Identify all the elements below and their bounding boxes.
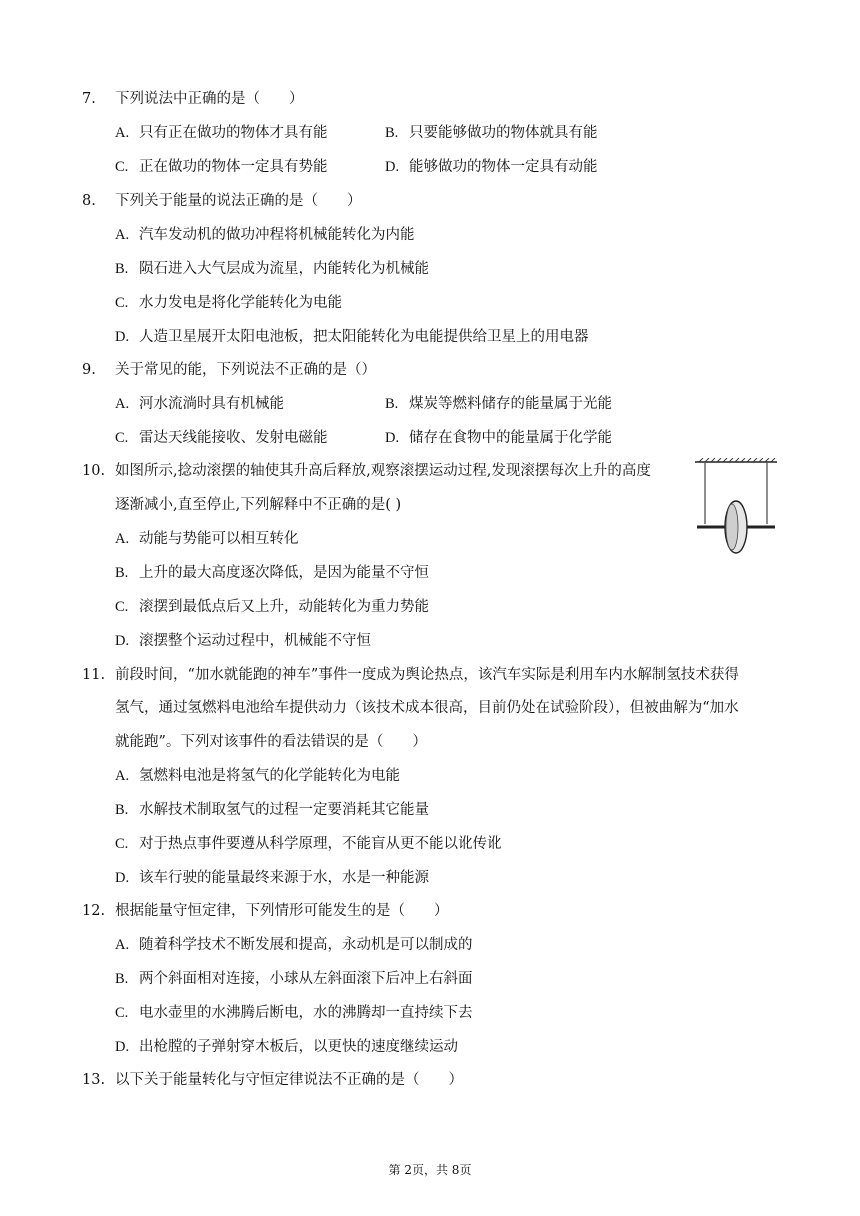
option-letter: B.	[385, 396, 399, 412]
option-text: 陨石进入大气层成为流星，内能转化为机械能	[139, 261, 429, 277]
question-number: 13.	[82, 1072, 106, 1088]
option-text: 河水流淌时具有机械能	[139, 396, 284, 412]
option-letter: D.	[115, 329, 130, 345]
option-text: 上升的最大高度逐次降低，是因为能量不守恒	[139, 565, 429, 581]
option-a[interactable]	[115, 123, 328, 143]
question-stem-line: 氢气，通过氢燃料电池给车提供动力（该技术成本很高，目前仍处在试验阶段），但被曲解为“加水	[115, 700, 739, 716]
question-7	[82, 89, 304, 109]
question-stem: 下列关于能量的说法正确的是（ ）	[115, 193, 362, 209]
option-c[interactable]	[115, 834, 502, 854]
question-stem: 根据能量守恒定律，下列情形可能发生的是（ ）	[115, 903, 449, 919]
option-letter: A.	[115, 937, 130, 953]
question-number: 11.	[82, 667, 106, 683]
question-8	[82, 191, 362, 211]
option-d[interactable]	[385, 428, 612, 448]
option-b[interactable]	[385, 123, 598, 143]
option-a[interactable]	[115, 935, 473, 955]
option-letter: B.	[115, 971, 129, 987]
option-letter: A.	[115, 227, 130, 243]
option-letter: C.	[115, 295, 129, 311]
question-9	[82, 360, 376, 380]
option-letter: D.	[115, 870, 130, 886]
option-letter: B.	[385, 125, 399, 141]
option-a[interactable]	[115, 394, 284, 414]
option-text: 水力发电是将化学能转化为电能	[139, 295, 342, 311]
option-letter: A.	[115, 768, 130, 784]
question-number: 10.	[82, 463, 106, 479]
option-letter: B.	[115, 261, 129, 277]
question-number: 7.	[82, 91, 96, 107]
option-text: 雷达天线能接收、发射电磁能	[139, 430, 328, 446]
question-stem-line: 如图所示,捻动滚摆的轴使其升高后释放,观察滚摆运动过程,发现滚摆每次上升的高度	[115, 463, 651, 479]
option-b[interactable]	[115, 259, 429, 279]
question-number: 9.	[82, 362, 96, 378]
question-stem: 关于常见的能，下列说法不正确的是（）	[115, 362, 376, 378]
option-text: 滚摆整个运动过程中，机械能不守恒	[139, 633, 371, 649]
option-text: 汽车发动机的做功冲程将机械能转化为内能	[139, 227, 415, 243]
option-text: 只要能够做功的物体就具有能	[409, 125, 598, 141]
option-text: 动能与势能可以相互转化	[139, 531, 299, 547]
option-letter: D.	[115, 633, 130, 649]
option-text: 对于热点事件要遵从科学原理，不能盲从更不能以讹传讹	[139, 836, 502, 852]
option-text: 正在做功的物体一定具有势能	[139, 159, 328, 175]
question-12	[82, 901, 449, 921]
page-footer: 第 2页，共 8页	[388, 1163, 472, 1177]
option-a[interactable]	[115, 766, 400, 786]
option-text: 两个斜面相对连接，小球从左斜面滚下后冲上右斜面	[139, 971, 473, 987]
wheel-rim	[726, 504, 738, 550]
option-text: 该车行驶的能量最终来源于水，水是一种能源	[139, 870, 429, 886]
option-text: 能够做功的物体一定具有动能	[409, 159, 598, 175]
option-c[interactable]	[115, 293, 342, 313]
option-letter: D.	[115, 1039, 130, 1055]
option-d[interactable]	[115, 631, 371, 651]
option-text: 只有正在做功的物体才具有能	[139, 125, 328, 141]
option-letter: C.	[115, 599, 129, 615]
option-text: 人造卫星展开太阳电池板，把太阳能转化为电能提供给卫星上的用电器	[139, 329, 589, 345]
maxwell-pendulum-figure	[693, 458, 779, 558]
option-letter: C.	[115, 1005, 129, 1021]
option-letter: B.	[115, 802, 129, 818]
option-b[interactable]	[385, 394, 612, 414]
option-c[interactable]	[115, 428, 328, 448]
option-a[interactable]	[115, 529, 299, 549]
question-stem: 以下关于能量转化与守恒定律说法不正确的是（ ）	[115, 1072, 463, 1088]
question-13	[82, 1070, 463, 1090]
question-stem-line: 就能跑”。下列对该事件的看法错误的是（ ）	[115, 734, 427, 750]
option-b[interactable]	[115, 563, 429, 583]
option-text: 煤炭等燃料储存的能量属于光能	[409, 396, 612, 412]
option-d[interactable]	[115, 327, 589, 347]
option-letter: D.	[385, 430, 400, 446]
option-b[interactable]	[115, 800, 429, 820]
option-a[interactable]	[115, 225, 415, 245]
option-text: 随着科学技术不断发展和提高，永动机是可以制成的	[139, 937, 473, 953]
question-stem-line: 逐渐减小,直至停止,下列解释中不正确的是( )	[115, 497, 402, 513]
question-11	[82, 665, 739, 685]
option-b[interactable]	[115, 969, 473, 989]
option-letter: A.	[115, 531, 130, 547]
option-letter: A.	[115, 396, 130, 412]
question-stem-line: 前段时间，“加水就能跑的神车”事件一度成为舆论热点，该汽车实际是利用车内水解制氢技术获得	[115, 667, 739, 683]
option-c[interactable]	[115, 1003, 473, 1023]
option-text: 出枪膛的子弹射穿木板后，以更快的速度继续运动	[139, 1039, 458, 1055]
question-number: 8.	[82, 193, 96, 209]
option-d[interactable]	[385, 157, 598, 177]
option-letter: C.	[115, 836, 129, 852]
question-10	[82, 461, 651, 481]
option-letter: C.	[115, 159, 129, 175]
option-letter: C.	[115, 430, 129, 446]
option-text: 滚摆到最低点后又上升，动能转化为重力势能	[139, 599, 429, 615]
question-number: 12.	[82, 903, 106, 919]
option-c[interactable]	[115, 597, 429, 617]
option-c[interactable]	[115, 157, 328, 177]
option-text: 氢燃料电池是将氢气的化学能转化为电能	[139, 768, 400, 784]
option-text: 电水壶里的水沸腾后断电，水的沸腾却一直持续下去	[139, 1005, 473, 1021]
option-d[interactable]	[115, 868, 429, 888]
option-letter: D.	[385, 159, 400, 175]
option-text: 水解技术制取氢气的过程一定要消耗其它能量	[139, 802, 429, 818]
option-letter: A.	[115, 125, 130, 141]
option-text: 储存在食物中的能量属于化学能	[409, 430, 612, 446]
option-d[interactable]	[115, 1037, 458, 1057]
question-stem: 下列说法中正确的是（ ）	[115, 91, 304, 107]
option-letter: B.	[115, 565, 129, 581]
